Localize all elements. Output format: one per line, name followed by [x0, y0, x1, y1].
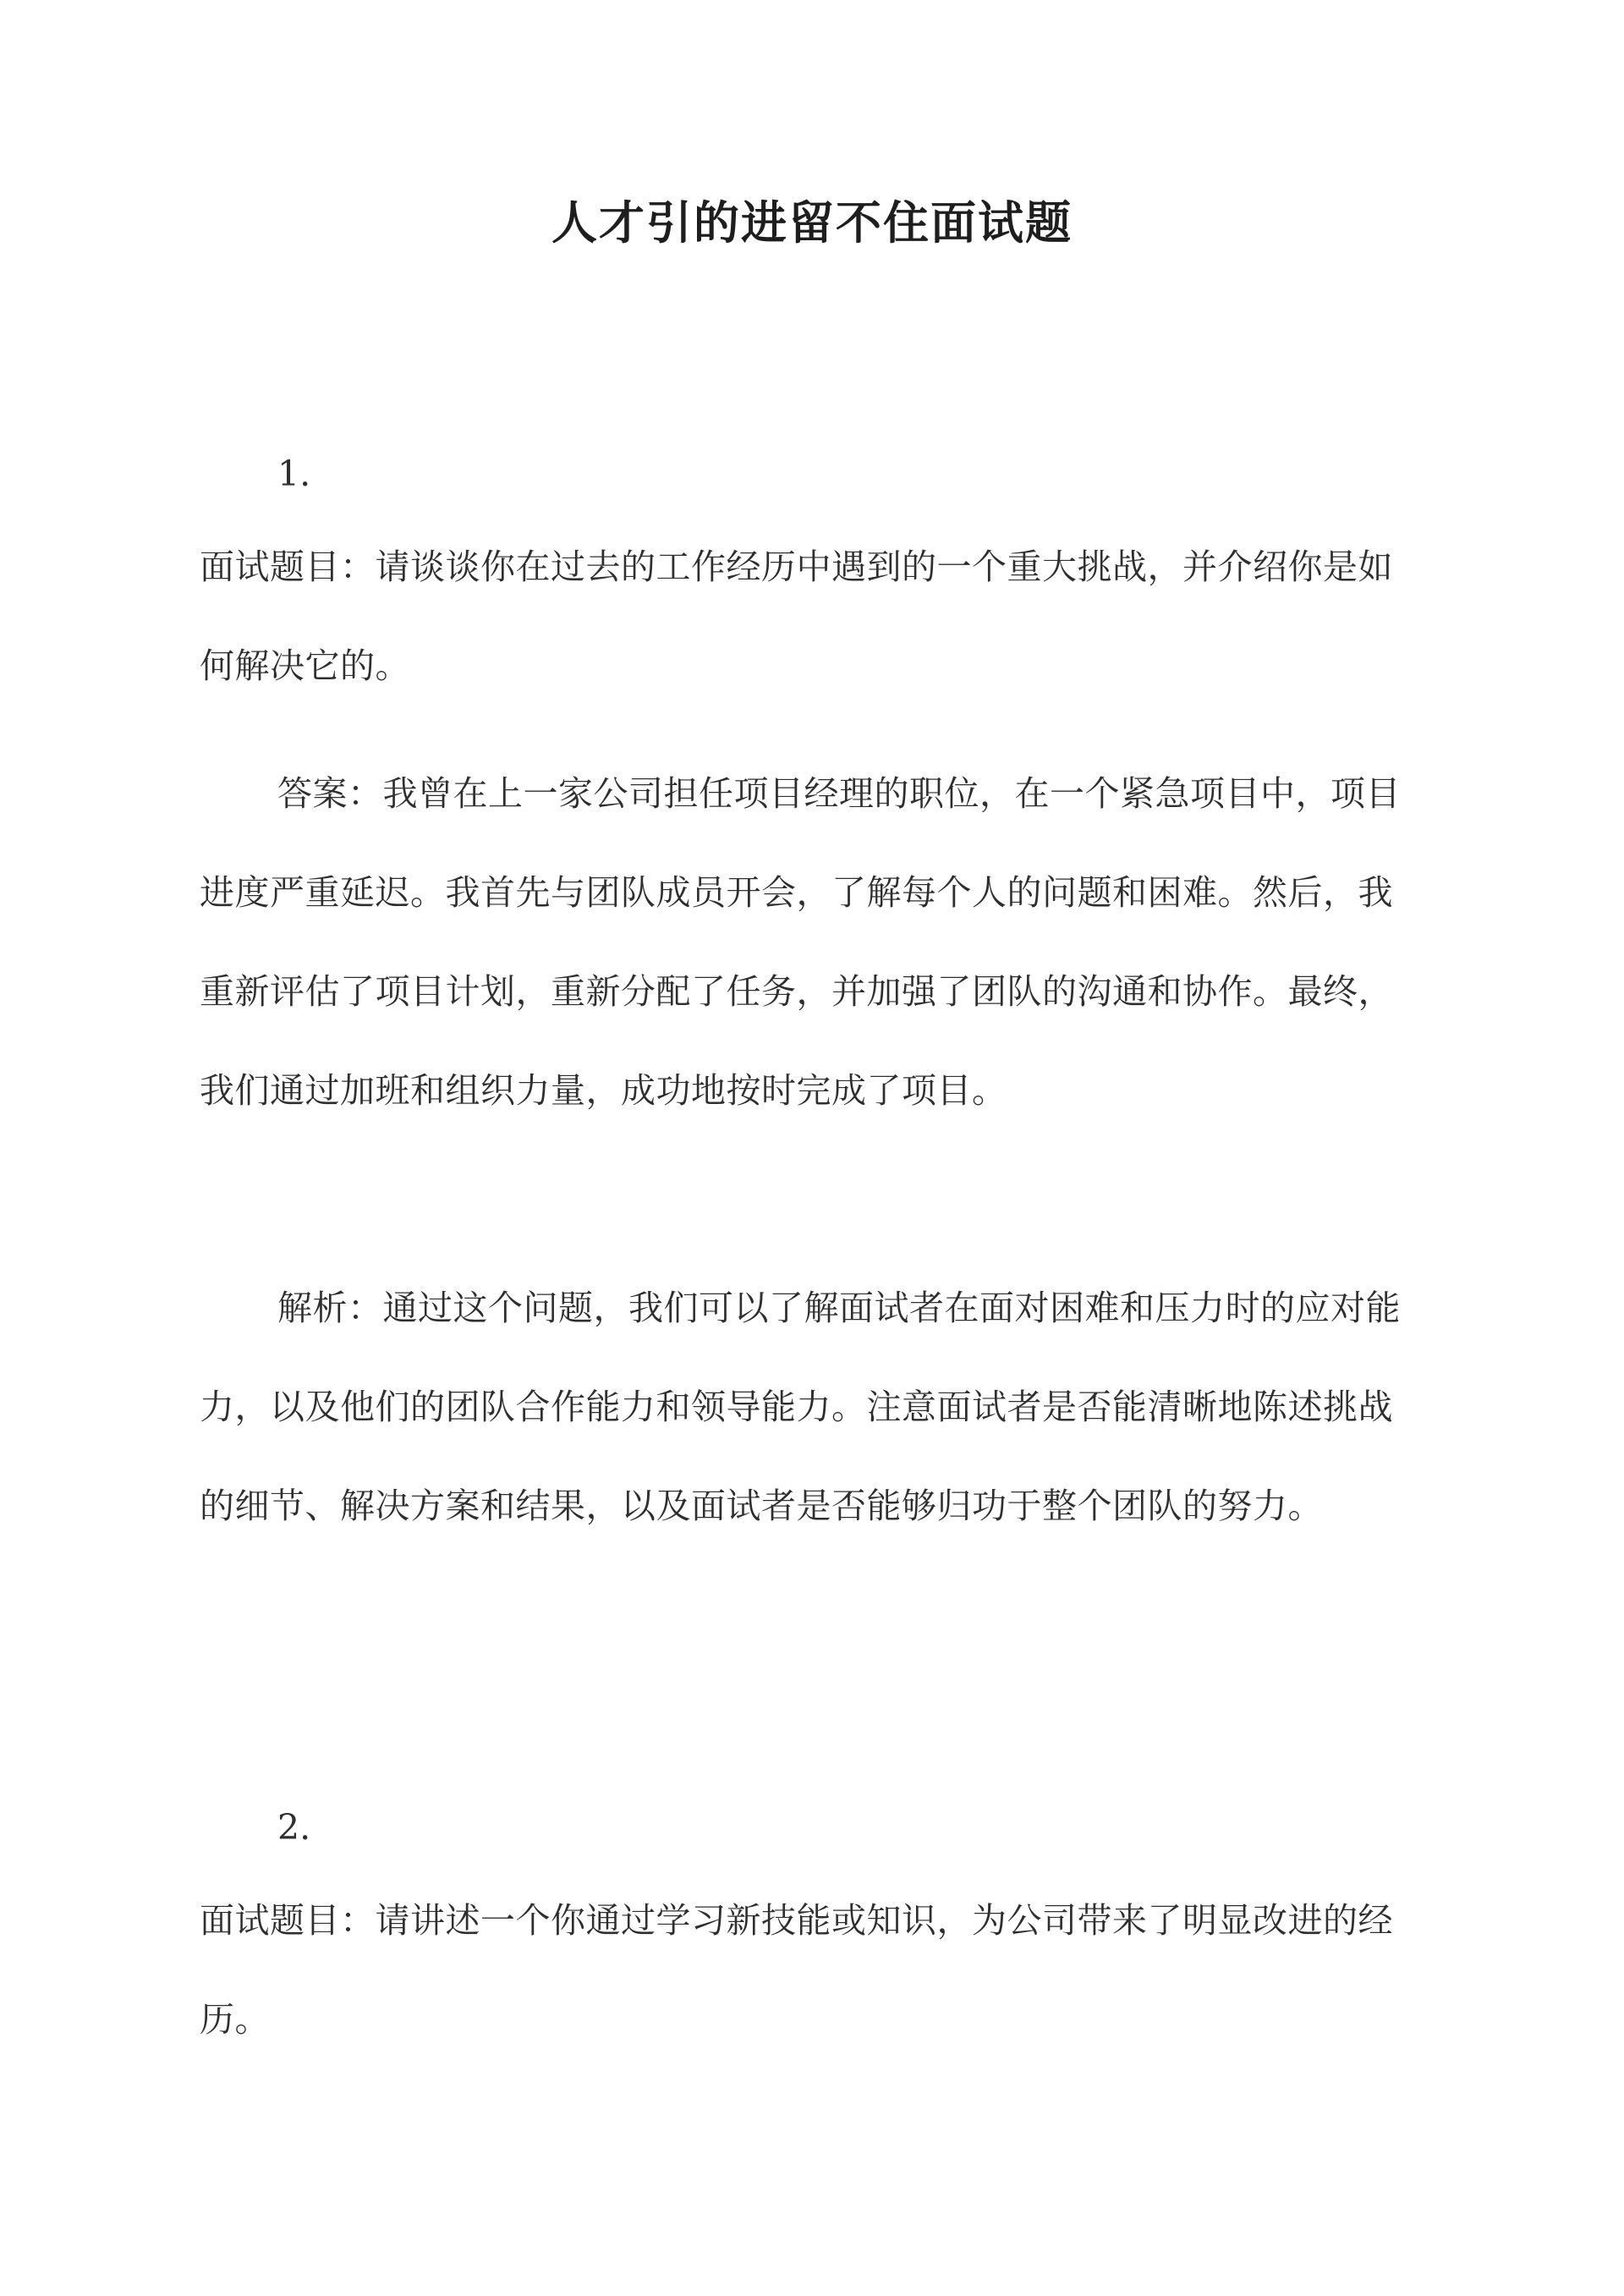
question-text: 面试题目：请谈谈你在过去的工作经历中遇到的一个重大挑战，并介绍你是如何解决它的。 — [200, 547, 1393, 686]
analysis-text: 解析：通过这个问题，我们可以了解面试者在面对困难和压力时的应对能力，以及他们的团队合作能力和领导能力。注意面试者是否能清晰地陈述挑战的细节、解决方案和结果，以及面试者是否能够归功于整个团队的努力。 — [200, 1288, 1401, 1526]
document-title: 人才引的进留不住面试题 — [551, 195, 1073, 250]
answer-text: 答案：我曾在上一家公司担任项目经理的职位，在一个紧急项目中，项目进度严重延迟。我首先与团队成员开会，了解每个人的问题和困难。然后，我重新评估了项目计划，重新分配了任务，并加强了团队的沟通和协作。最终，我们通过加班和组织力量，成功地按时完成了项目。 — [200, 773, 1401, 1111]
item-number: 1. — [277, 453, 311, 494]
item-number: 2. — [277, 1807, 311, 1848]
question-text: 面试题目：请讲述一个你通过学习新技能或知识，为公司带来了明显改进的经历。 — [200, 1900, 1393, 2040]
